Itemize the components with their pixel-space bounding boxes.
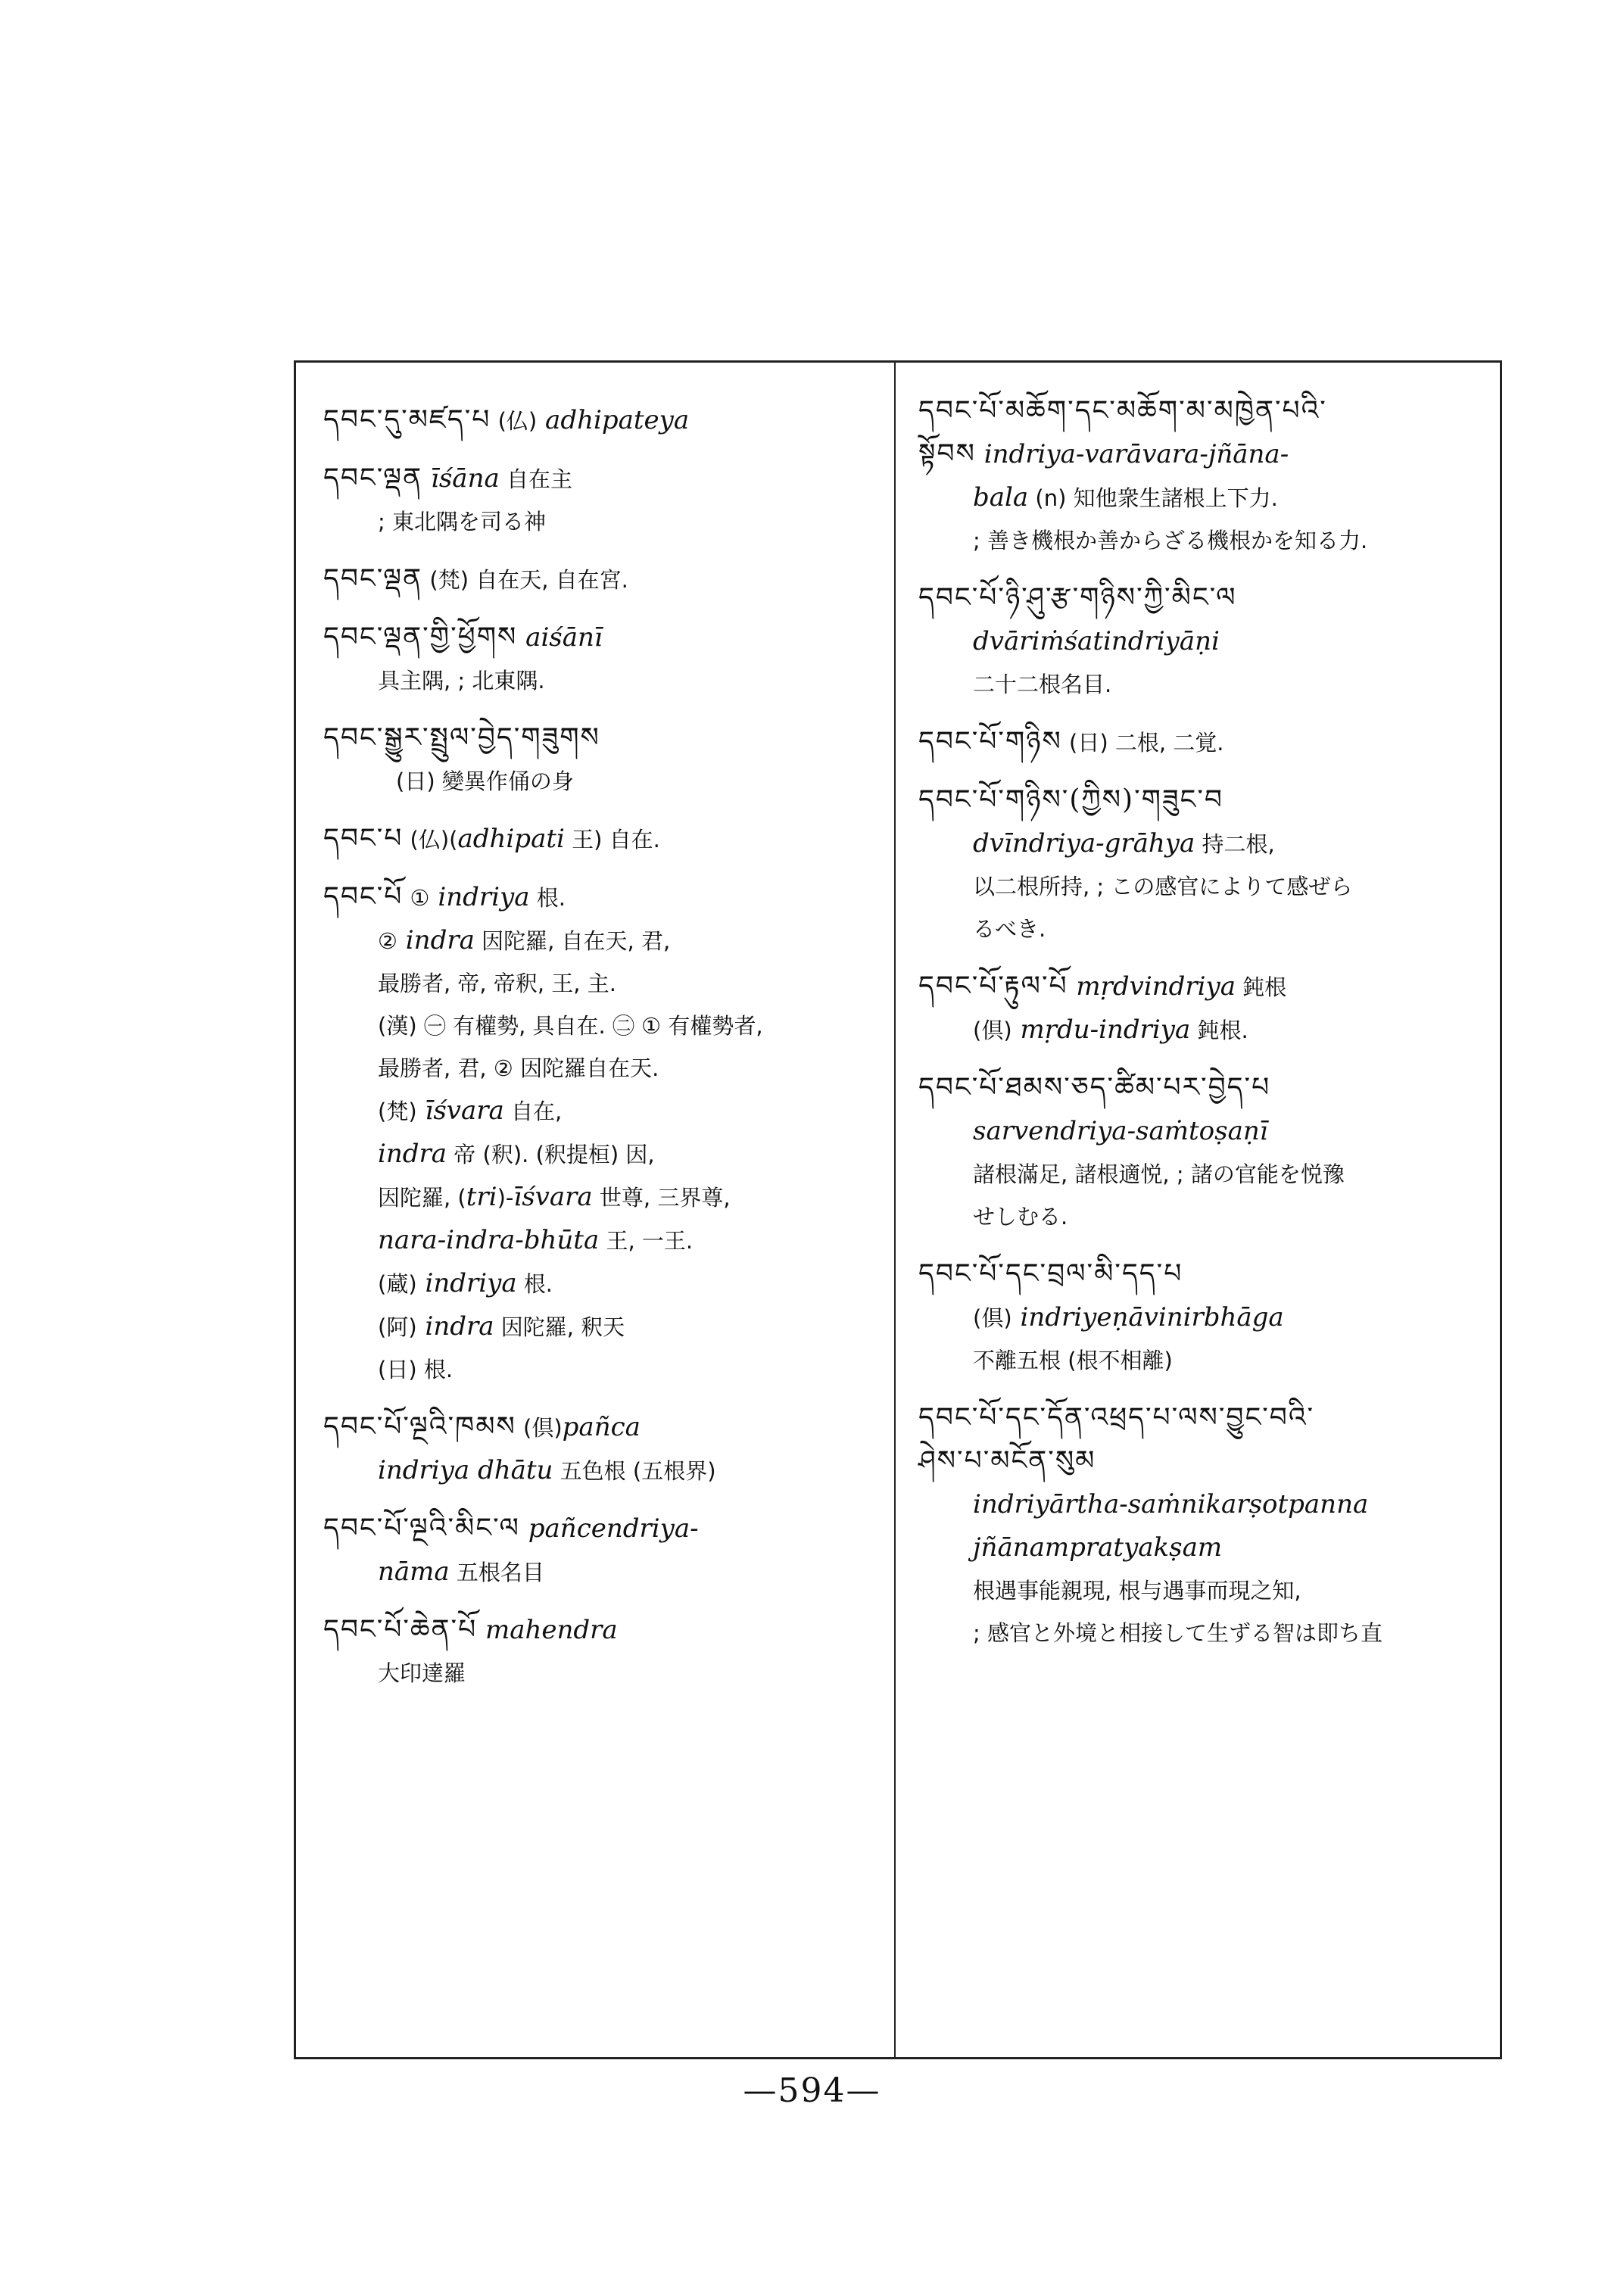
japanese-gloss: (仏) [491,408,538,434]
japanese-gloss: ② [378,928,397,954]
entry-line [323,1262,882,1305]
entry-line [918,1110,1488,1153]
entry-line [323,659,882,702]
japanese-gloss: (日) 根. [378,1357,454,1382]
japanese-gloss: 根遇事能親現, 根与遇事而現之知, [973,1578,1301,1604]
sanskrit-term: indriya-varāvara-jñāna- [975,439,1289,469]
entry-line [323,1551,882,1594]
sanskrit-term: indriya dhātu [378,1455,553,1485]
entry-line [918,822,1488,865]
entry-line [918,1526,1488,1569]
japanese-gloss: 世尊, 三界尊, [592,1185,731,1211]
entry-line [323,1219,882,1262]
entry-line [918,1483,1488,1526]
tibetan-headword: དབང་པོ་གཉིས [918,726,1062,757]
japanese-gloss: (日) 變異作俑の身 [396,768,574,794]
entry-line [323,962,882,1005]
tibetan-headword: དབང་པོ་ལྔའི་ཁམས [323,1411,516,1442]
sanskrit-term: indra [416,1311,494,1342]
tibetan-headword: དབང་པོ་གཉིས་(ཀྱིས)་གཟུང་བ [918,784,1223,815]
dictionary-entry [323,1507,882,1594]
entry-line [918,1253,1488,1296]
sanskrit-term: tri [466,1182,497,1212]
sanskrit-term: dvīndriya-grāhya [973,828,1195,859]
sanskrit-term: bala [973,482,1029,513]
entry-line [323,399,882,442]
dictionary-entry [918,779,1488,950]
japanese-gloss: (蔵) [378,1271,417,1297]
dictionary-entry [918,721,1488,764]
sanskrit-term: indriya [416,1268,517,1298]
dictionary-entry [323,1406,882,1492]
tibetan-headword: དབང་པ [323,823,404,854]
japanese-gloss: 大印達羅 [378,1660,466,1686]
entry-line [918,1339,1488,1382]
dictionary-entry [323,717,882,803]
entry-line [323,457,882,500]
entry-line [323,1406,882,1449]
japanese-gloss: (梵) [378,1099,417,1124]
japanese-gloss: せしむる. [973,1204,1068,1230]
japanese-gloss: (日) 二根, 二覚. [1061,730,1224,756]
entry-line [323,1348,882,1391]
entry-line [918,1397,1488,1440]
sanskrit-term: mṛdu-indriya [1011,1015,1191,1045]
sanskrit-term: īśvara [513,1182,593,1212]
dictionary-entry [918,577,1488,706]
japanese-gloss: 因陀羅, 自在天, 君, [474,928,671,954]
sanskrit-term: indriya [429,882,530,912]
japanese-gloss: 根. [516,1271,553,1297]
entry-line [918,1067,1488,1110]
tibetan-headword: དབང་པོ་ཆེན་པོ [323,1614,478,1645]
sanskrit-term: aiśānī [517,622,603,653]
tibetan-headword: དབང་ལྡན་གྱི་ཕྱོགས [323,622,518,653]
sanskrit-term: indriyeṇāvinirbhāga [1011,1302,1284,1332]
japanese-gloss: (n) 知他衆生諸根上下力. [1028,485,1278,511]
entry-line [323,616,882,659]
entry-line [323,1652,882,1694]
japanese-gloss: (仏)( [403,827,458,852]
tibetan-headword: དབང་པོ་དང་དོན་འཕྲད་པ་ལས་བྱུང་བའི་ [918,1402,1315,1433]
sanskrit-term: dvāriṁśatindriyāṇi [973,626,1220,656]
entry-line [918,1153,1488,1195]
entry-line [918,1569,1488,1612]
page-number: —594— [743,2071,881,2110]
japanese-gloss: (阿) [378,1314,417,1340]
entry-line [918,908,1488,950]
tibetan-headword: དབང་པོ་ཉི་ཤུ་རྩ་གཉིས་ཀྱི་མིང་ལ [918,582,1237,613]
dictionary-entry [323,1609,882,1694]
japanese-gloss: 最勝者, 君, ② 因陀羅自在天. [378,1055,659,1081]
japanese-gloss: ; 善き機根か善からざる機根かを知る力. [973,528,1368,553]
dictionary-entry [323,818,882,861]
sanskrit-term: sarvendriya-saṁtoṣaṇī [973,1116,1268,1146]
dictionary-entry [918,1397,1488,1654]
entry-line [918,1296,1488,1339]
japanese-gloss: ; 東北隅を司る神 [378,509,546,535]
tibetan-headword: དབང་ལྡན [323,563,423,594]
japanese-gloss: 鈍根. [1190,1018,1248,1043]
dictionary-page-frame [294,360,1502,2059]
dictionary-entry [918,1067,1488,1238]
sanskrit-term: indra [378,1139,447,1169]
entry-line [323,1176,882,1219]
entry-line [323,1005,882,1047]
tibetan-headword: དབང་པོ་རྟུལ་པོ [918,971,1068,1002]
entry-line [323,1305,882,1348]
entry-line [918,519,1488,562]
entry-line [323,1089,882,1133]
dictionary-entry [323,876,882,1391]
left-column [296,363,894,2057]
japanese-gloss: 王) 自在. [564,827,660,852]
japanese-gloss: 持二根, [1195,831,1275,857]
sanskrit-term: mṛdvindriya [1068,971,1236,1002]
tibetan-headword: དབང་པོ་དང་བྲལ་མི་དད་པ [918,1258,1183,1289]
entry-line [918,1612,1488,1654]
sanskrit-term: īśvara [416,1096,504,1126]
dictionary-entry [918,1253,1488,1382]
japanese-gloss: (倶) [973,1018,1012,1043]
japanese-gloss: 自在主 [499,466,572,492]
tibetan-headword: དབང་པོ [323,881,404,912]
japanese-gloss: 根. [529,885,566,911]
dictionary-entry [918,390,1488,562]
tibetan-headword: དབང་དུ་མཛད་པ [323,404,491,435]
japanese-gloss: ① [403,885,430,911]
entry-line [323,818,882,861]
japanese-gloss: (倶) [973,1305,1012,1331]
japanese-gloss: ; 感官と外境と相接して生ずる智は即ち直 [973,1620,1382,1646]
entry-line [323,1047,882,1089]
sanskrit-term: mahendra [477,1615,618,1645]
japanese-gloss: 王, 一王. [599,1228,694,1254]
entry-line [918,1195,1488,1238]
sanskrit-term: nara-indra-bhūta [378,1225,600,1255]
entry-line [918,1008,1488,1052]
tibetan-headword: སྟོབས [918,438,976,469]
tibetan-headword: ཤེས་པ་མངོན་སུམ [918,1445,1096,1476]
dictionary-entry [323,616,882,702]
japanese-gloss: 帝 (釈). (釈提桓) 因, [447,1142,655,1167]
dictionary-entry [323,558,882,601]
entry-line [323,919,882,962]
entry-line [323,717,882,760]
entry-line [918,476,1488,519]
sanskrit-term: jñānampratyakṣam [973,1532,1223,1563]
entry-line [323,1507,882,1551]
right-column [896,363,1500,2057]
japanese-gloss: (倶) [516,1415,563,1441]
japanese-gloss: )- [497,1185,514,1211]
entry-line [323,760,882,803]
sanskrit-term: īśāna [422,463,500,494]
entry-line [918,865,1488,908]
dictionary-entry [323,399,882,442]
japanese-gloss: るべき. [973,916,1046,942]
entry-line [918,721,1488,764]
entry-line [918,620,1488,663]
tibetan-headword: དབང་པོ་ལྔའི་མིང་ལ [323,1513,520,1544]
japanese-gloss: 鈍根 [1236,974,1287,1000]
japanese-gloss: 以二根所持, ; この感官によりて感ぜら [973,874,1353,899]
japanese-gloss: 五色根 (五根界) [553,1458,716,1484]
japanese-gloss: 不離五根 (根不相離) [973,1348,1173,1373]
tibetan-headword: དབང་པོ་ཐམས་ཅད་ཚིམ་པར་བྱེད་པ [918,1072,1271,1103]
japanese-gloss: 最勝者, 帝, 帝釈, 王, 主. [378,971,616,996]
dictionary-entry [323,457,882,543]
entry-line [323,1449,882,1492]
entry-line [918,663,1488,706]
japanese-gloss: 因陀羅, ( [378,1185,466,1211]
japanese-gloss: (梵) 自在天, 自在宮. [422,567,628,593]
sanskrit-term: adhipateya [537,405,690,435]
sanskrit-term: adhipati [457,824,565,854]
entry-line [323,1133,882,1176]
japanese-gloss: (漢) ㊀ 有權勢, 具自在. ㊁ ① 有權勢者, [378,1013,763,1039]
japanese-gloss: 二十二根名目. [973,672,1112,697]
sanskrit-term: nāma [378,1557,450,1587]
sanskrit-term: pañcendriya- [519,1513,699,1544]
tibetan-headword: དབང་ལྡན [323,463,423,494]
japanese-gloss: 諸根滿足, 諸根適悦, ; 諸の官能を悦豫 [973,1161,1345,1187]
entry-line [918,1440,1488,1483]
dictionary-entry [918,965,1488,1052]
entry-line [918,965,1488,1008]
japanese-gloss: 因陀羅, 釈天 [494,1314,625,1340]
sanskrit-term: indra [397,925,475,955]
tibetan-headword: དབང་པོ་མཆོག་དང་མཆོག་མ་མཁྱེན་པའི་ [918,395,1327,426]
sanskrit-term: pañca [562,1412,641,1442]
entry-line [323,1609,882,1652]
sanskrit-term: indriyārtha-saṁnikarṣotpanna [973,1489,1369,1519]
tibetan-headword: དབང་སྒྱུར་སྤྲུལ་བྱེད་གཟུགས [323,722,600,753]
entry-line [918,390,1488,433]
entry-line [323,876,882,919]
entry-line [918,779,1488,822]
entry-line [323,500,882,543]
japanese-gloss: 具主隅, ; 北東隅. [378,668,545,693]
entry-line [918,433,1488,476]
japanese-gloss: 五根名目 [449,1560,544,1585]
entry-line [323,558,882,601]
entry-line [918,577,1488,620]
japanese-gloss: 自在, [503,1099,563,1124]
